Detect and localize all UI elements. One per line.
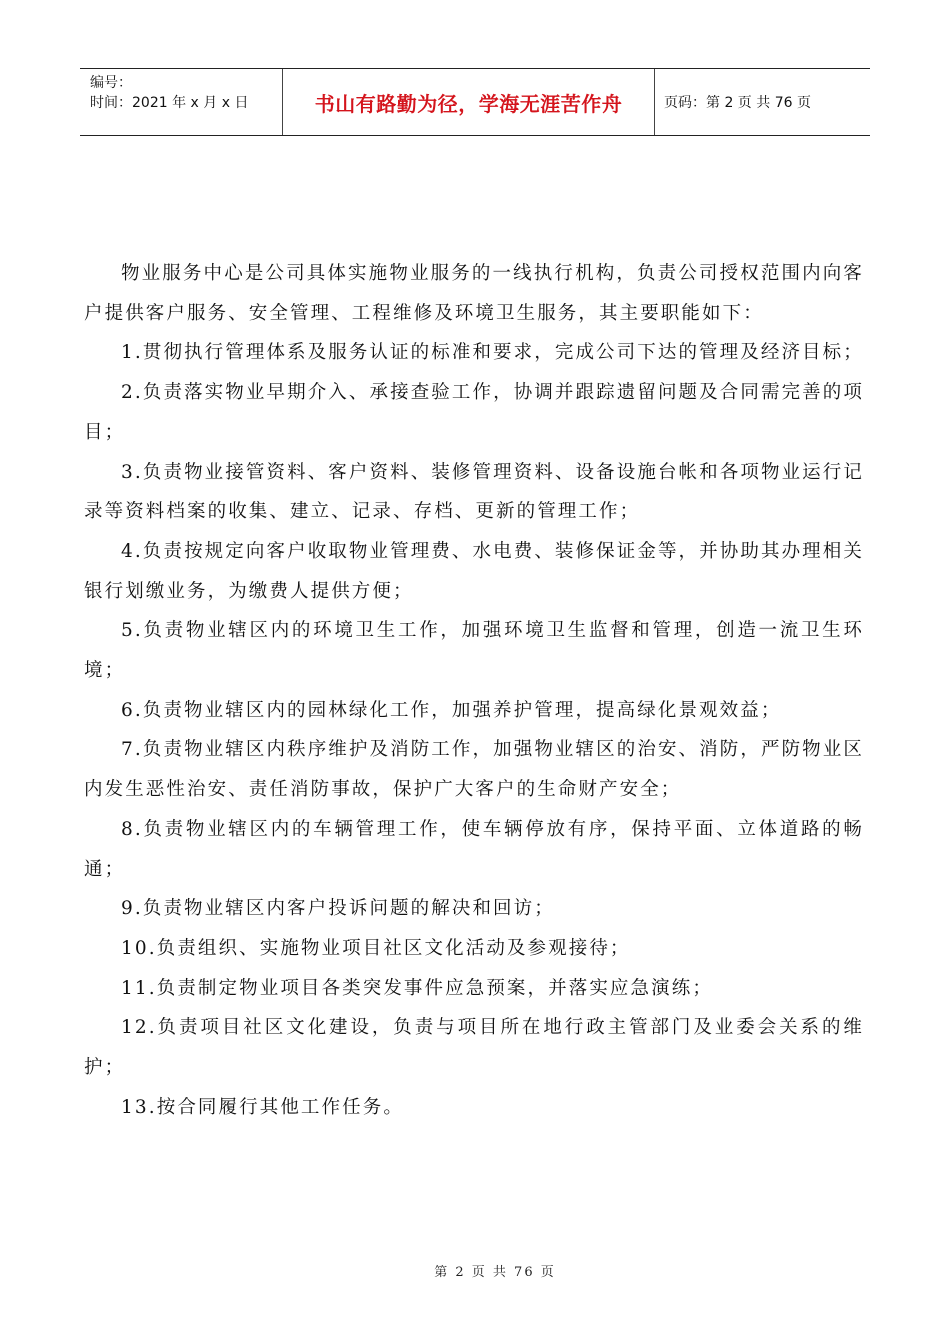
duty-item-6: 6.负责物业辖区内的园林绿化工作，加强养护管理，提高绿化景观效益； (121, 699, 782, 721)
header-meta (80, 69, 280, 135)
duty-item-13: 13.按合同履行其他工作任务。 (121, 1096, 404, 1118)
duty-item-1: 1.贯彻执行管理体系及服务认证的标准和要求，完成公司下达的管理及经济目标； (121, 342, 864, 364)
intro-paragraph: 物业服务中心是公司具体实施物业服务的一线执行机构，负责公司授权范围内向客户提供客户服务、安全管理、工程维修及环境卫生服务，其主要职能如下： (84, 263, 864, 324)
document-number-label: 编号： (90, 75, 132, 91)
duty-item-12: 12.负责项目社区文化建设，负责与项目所在地行政主管部门及业委会关系的维护； (84, 1017, 864, 1079)
duty-item-9: 9.负责物业辖区内客户投诉问题的解决和回访； (121, 898, 555, 920)
duty-item-11: 11.负责制定物业项目各类突发事件应急预案，并落实应急演练； (121, 977, 713, 999)
duty-item-4: 4.负责按规定向客户收取物业管理费、水电费、装修保证金等，并协助其办理相关银行划缴业务，为缴费人提供方便； (84, 540, 864, 602)
header-motto: 书山有路勤为径，学海无涯苦作舟 (282, 69, 655, 135)
document-date: 时间：2021 年 x 月 x 日 (90, 95, 249, 111)
page-header (80, 68, 870, 136)
page-footer: 第 2 页 共 76 页 (434, 1265, 556, 1280)
duty-item-8: 8.负责物业辖区内的车辆管理工作，使车辆停放有序，保持平面、立体道路的畅通； (84, 818, 864, 880)
duty-item-3: 3.负责物业接管资料、客户资料、装修管理资料、设备设施台帐和各项物业运行记录等资料档案的收集、建立、记录、存档、更新的管理工作； (84, 461, 864, 523)
duty-item-2: 2.负责落实物业早期介入、承接查验工作，协调并跟踪遗留问题及合同需完善的项目； (84, 382, 864, 443)
document-body (84, 254, 864, 1127)
header-page-code: 页码：第 2 页 共 76 页 (664, 95, 811, 111)
duty-item-5: 5.负责物业辖区内的环境卫生工作，加强环境卫生监督和管理，创造一流卫生环境； (84, 620, 864, 682)
duty-item-7: 7.负责物业辖区内秩序维护及消防工作，加强物业辖区的治安、消防，严防物业区内发生恶性治安、责任消防事故，保护广大客户的生命财产安全； (84, 739, 864, 801)
duty-item-10: 10.负责组织、实施物业项目社区文化活动及参观接待； (121, 937, 631, 959)
